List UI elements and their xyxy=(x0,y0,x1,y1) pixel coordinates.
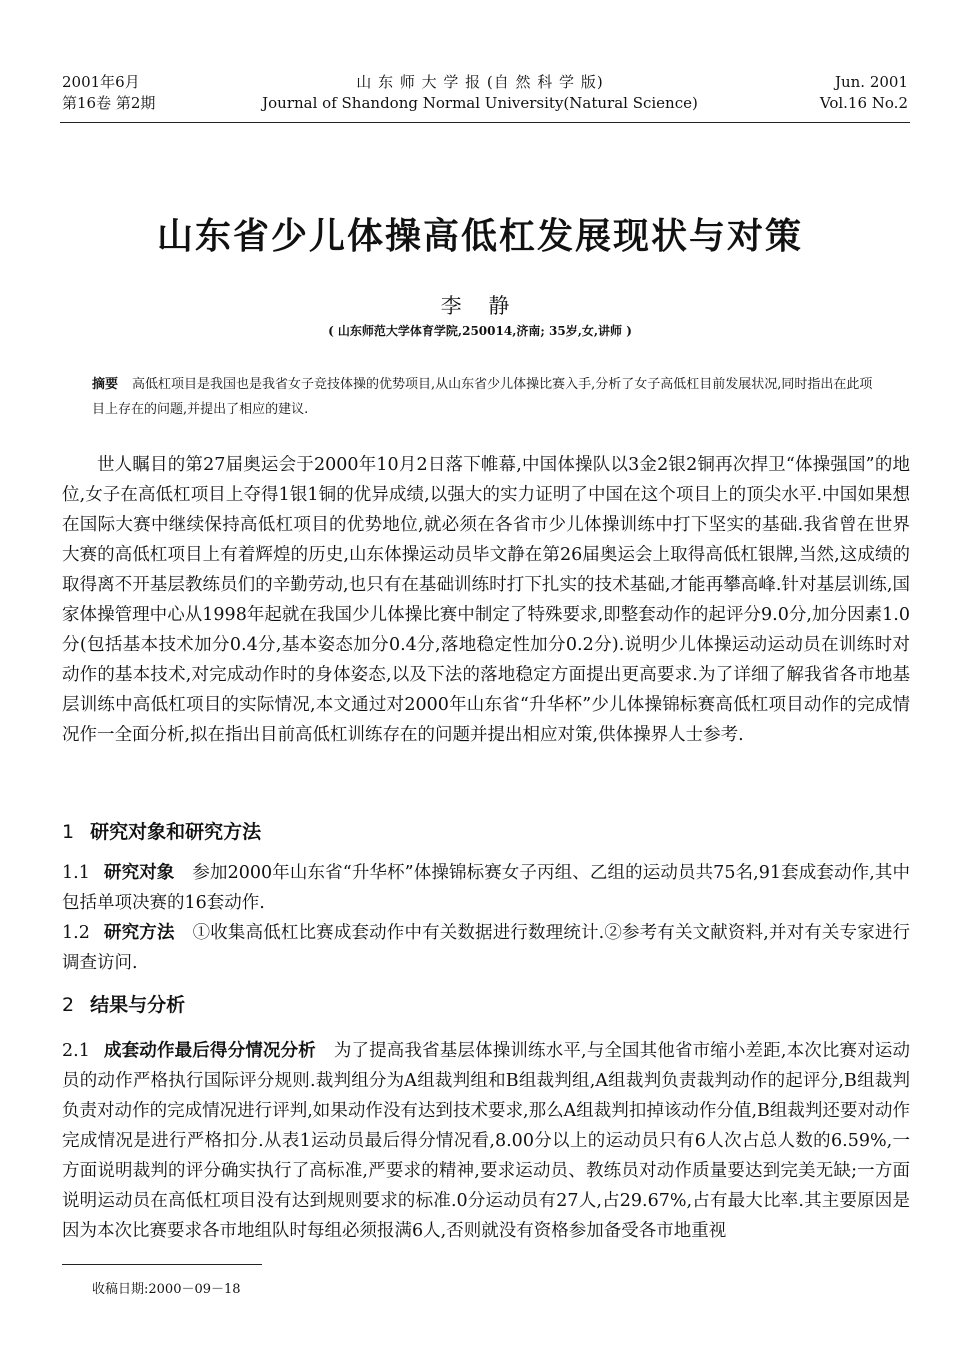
author-affiliation: ( 山东师范大学体育学院,250014,济南; 35岁,女,讲师 ) xyxy=(328,324,632,338)
subsection-1-1-number: 1.1 xyxy=(62,863,90,883)
section-1-title: 研究对象和研究方法 xyxy=(90,821,262,843)
article-title: 山东省少儿体操高低杠发展现状与对策 xyxy=(156,216,803,257)
header-divider xyxy=(60,122,910,123)
header-center xyxy=(220,72,740,114)
received-date-footnote: 收稿日期:2000－09－18 xyxy=(92,1282,241,1297)
volume-issue-en: Vol.16 No.2 xyxy=(819,94,908,112)
subsection-2-1-text: 为了提高我省基层体操训练水平,与全国其他省市缩小差距,本次比赛对运动员的动作严格执行国际评分规则.裁判组分为A组裁判组和B组裁判组,A组裁判负责裁判动作的起评分,B组裁判负责对动作的完成情况进行评判,如果动作没有达到技术要求,那么A组裁判扣掉该动作分值,B组裁判还要对动作完成情况是进行严格扣分.从表1运动员最后得分情况看,8.00分以上的运动员只有6人次占总人数的6.59%,一方面说明裁判的评分确实执行了高标准,严要求的精神,要求运动员、教练员对动作质量要达到完美无缺;一方面说明运动员在高低杠项目没有达到规则要求的标准.0分运动员有27人,占29.67%,占有最大比率.其主要原因是因为本次比赛要求各市地组队时每组必须报满6人,否则就没有资格参加备受各市地重视 xyxy=(62,1041,911,1241)
subsection-1-2-text: ①收集高低杠比赛成套动作中有关数据进行数理统计.②参考有关文献资料,并对有关专家进行调查访问. xyxy=(62,923,910,973)
section-2-heading xyxy=(62,990,185,1017)
subsection-1-2 xyxy=(62,918,910,978)
journal-name-cn: 山 东 师 大 学 报 (自 然 科 学 版) xyxy=(356,73,604,91)
section-1-number: 1 xyxy=(62,821,75,843)
subsection-1-1-title: 研究对象 xyxy=(103,863,175,883)
author-name: 李 静 xyxy=(440,294,520,318)
header-right xyxy=(820,72,908,114)
header-left xyxy=(62,72,155,114)
footnote-divider xyxy=(62,1264,262,1265)
section-2-title: 结果与分析 xyxy=(90,994,186,1016)
issue-date: 2001年6月 xyxy=(62,73,140,91)
abstract-label: 摘要 xyxy=(92,377,119,392)
intro-paragraph: 世人瞩目的第27届奥运会于2000年10月2日落下帷幕,中国体操队以3金2银2铜再次捍卫“体操强国”的地位,女子在高低杠项目上夺得1银1铜的优异成绩,以强大的实力证明了中国在这个项目上的顶尖水平.中国如果想在国际大赛中继续保持高低杠项目的优势地位,就必须在各省市少儿体操训练中打下坚实的基础.我省曾在世界大赛的高低杠项目上有着辉煌的历史,山东体操运动员毕文静在第26届奥运会上取得高低杠银牌,当然,这成绩的取得离不开基层教练员们的辛勤劳动,也只有在基础训练时打下扎实的技术基础,才能再攀高峰.针对基层训练,国家体操管理中心从1998年起就在我国少儿体操比赛中制定了特殊要求,即整套动作的起评分9.0分,加分因素1.0分(包括基本技术加分0.4分,基本姿态加分0.4分,落地稳定性加分0.2分).说明少儿体操运动运动员在训练时对动作的基本技术,对完成动作时的身体姿态,以及下法的落地稳定方面提出更高要求.为了详细了解我省各市地基层训练中高低杠项目的实际情况,本文通过对2000年山东省“升华杯”少儿体操锦标赛高低杠项目动作的完成情况作一全面分析,拟在指出目前高低杠训练存在的问题并提出相应对策,供体操界人士参考. xyxy=(62,455,910,745)
section-1-heading xyxy=(62,817,261,844)
section-2-number: 2 xyxy=(62,994,75,1016)
subsection-1-1-text: 参加2000年山东省“升华杯”体操锦标赛女子丙组、乙组的运动员共75名,91套成套动作,其中包括单项决赛的16套动作. xyxy=(62,863,910,913)
subsection-2-1-number: 2.1 xyxy=(62,1041,90,1061)
subsection-1-2-title: 研究方法 xyxy=(103,923,175,943)
volume-issue-cn: 第16卷 第2期 xyxy=(62,94,156,112)
issue-date-en: Jun. 2001 xyxy=(834,73,908,91)
abstract xyxy=(92,372,880,422)
subsection-1-1 xyxy=(62,858,910,918)
subsection-2-1-title: 成套动作最后得分情况分析 xyxy=(103,1041,316,1061)
subsection-1-2-number: 1.2 xyxy=(62,923,90,943)
abstract-text: 高低杠项目是我国也是我省女子竞技体操的优势项目,从山东省少儿体操比赛入手,分析了女子高低杠目前发展状况,同时指出在此项目上存在的问题,并提出了相应的建议. xyxy=(92,377,873,417)
journal-name-en: Journal of Shandong Normal University(Natural Science) xyxy=(262,94,698,112)
subsection-2-1 xyxy=(62,1036,910,1246)
